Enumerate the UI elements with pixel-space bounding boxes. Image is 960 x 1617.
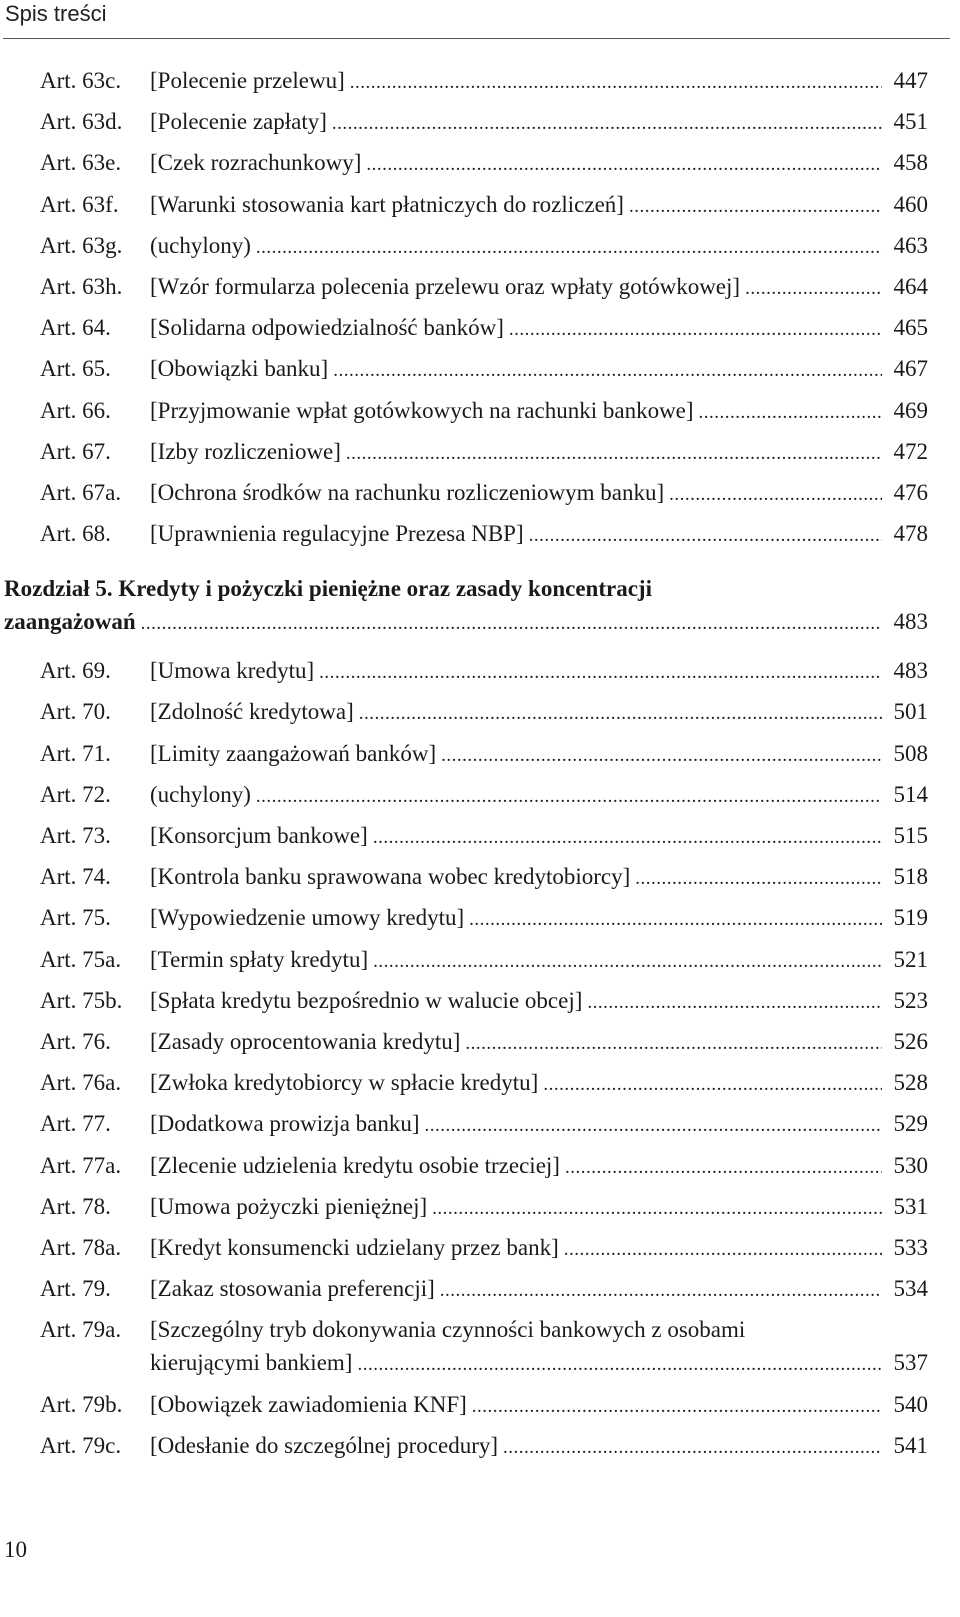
entry-page: 528 xyxy=(893,1070,928,1096)
toc-entry[interactable] xyxy=(0,1145,960,1186)
entry-title-line2-row xyxy=(150,1342,928,1385)
entry-number: Art. 70. xyxy=(40,699,111,725)
entry-number: Art. 76. xyxy=(40,1028,111,1054)
entry-page: 476 xyxy=(893,479,928,505)
entry-page: 533 xyxy=(893,1234,928,1260)
entry-line xyxy=(150,939,928,982)
entry-title: [Konsorcjum bankowe] xyxy=(150,823,368,848)
entry-number: Art. 64. xyxy=(40,315,111,341)
entry-page: 463 xyxy=(893,232,928,258)
entry-line xyxy=(150,1268,928,1311)
dot-leader xyxy=(745,266,882,309)
entry-page: 478 xyxy=(893,521,928,547)
entry-number: Art. 68. xyxy=(40,521,111,547)
dot-leader xyxy=(699,390,882,433)
entry-title: [Obowiązki banku] xyxy=(150,356,329,382)
dot-leader xyxy=(529,513,882,556)
toc-entry[interactable] xyxy=(0,939,960,980)
entry-page: 519 xyxy=(893,905,928,931)
entry-page: 469 xyxy=(893,397,928,423)
entry-title: [Wypowiedzenie umowy kredytu] xyxy=(150,905,465,931)
entry-number: Art. 75a. xyxy=(40,946,122,972)
toc-entry[interactable] xyxy=(0,1062,960,1103)
entry-title: [Umowa pożyczki pieniężnej] xyxy=(150,1193,428,1219)
entry-title: [Limity zaangażowań banków] xyxy=(150,740,437,766)
dot-leader xyxy=(359,691,882,734)
entry-page: 508 xyxy=(893,740,928,766)
toc-entry[interactable] xyxy=(0,225,960,266)
toc-entry[interactable] xyxy=(0,1227,960,1268)
dot-leader xyxy=(565,1145,882,1188)
entry-number: Art. 63d. xyxy=(40,109,123,135)
entry-page: 483 xyxy=(893,658,928,684)
entry-page: 467 xyxy=(893,356,928,382)
entry-line xyxy=(150,184,928,227)
entry-line xyxy=(150,856,928,899)
entry-page: 458 xyxy=(893,150,928,176)
dot-leader xyxy=(319,650,882,693)
entry-number: Art. 79a. xyxy=(40,1317,122,1343)
entry-title-line2: kierującymi bankiem] xyxy=(150,1350,353,1376)
dot-leader xyxy=(440,1268,882,1311)
entry-line xyxy=(150,691,928,734)
entry-line xyxy=(150,1145,928,1188)
entry-number: Art. 72. xyxy=(40,781,111,807)
toc-entry[interactable] xyxy=(0,650,960,691)
entry-title: (uchylony) xyxy=(150,232,251,258)
entry-number: Art. 63f. xyxy=(40,191,119,217)
chapter-page: 483 xyxy=(893,609,928,635)
toc-entry[interactable] xyxy=(0,1186,960,1227)
dot-leader xyxy=(509,307,882,350)
running-header-title: Spis treści xyxy=(5,1,107,26)
dot-leader xyxy=(346,431,882,474)
entry-title: [Zakaz stosowania preferencji] xyxy=(150,1276,435,1302)
toc-entry[interactable] xyxy=(0,348,960,389)
dot-leader xyxy=(425,1103,882,1146)
entry-line xyxy=(150,1186,928,1229)
entry-line xyxy=(150,225,928,268)
entry-page: 514 xyxy=(893,781,928,807)
running-header xyxy=(3,0,950,39)
entry-line xyxy=(150,513,928,556)
toc-entry[interactable] xyxy=(0,691,960,732)
toc-entry[interactable] xyxy=(0,60,960,101)
toc-entry[interactable] xyxy=(0,1384,960,1425)
dot-leader xyxy=(373,939,882,982)
entry-number: Art. 74. xyxy=(40,864,111,890)
toc-entry[interactable] xyxy=(0,307,960,348)
toc-entry[interactable] xyxy=(0,472,960,513)
entry-line xyxy=(150,1103,928,1146)
chapter-title-line2: zaangażowań xyxy=(4,609,136,635)
entry-title: [Zasady oprocentowania kredytu] xyxy=(150,1028,461,1054)
entry-page: 460 xyxy=(893,191,928,217)
entry-title: [Umowa kredytu] xyxy=(150,658,315,684)
entry-title: [Spłata kredytu bezpośrednio w walucie obcej] xyxy=(150,987,583,1013)
toc-entry[interactable] xyxy=(0,1021,960,1062)
entry-line xyxy=(150,431,928,474)
entry-number: Art. 71. xyxy=(40,740,111,766)
entry-page: 447 xyxy=(893,68,928,93)
dot-leader xyxy=(635,856,882,899)
dot-leader xyxy=(141,601,882,644)
entry-page: 518 xyxy=(893,864,928,890)
entry-line xyxy=(150,1425,928,1468)
entry-line xyxy=(150,774,928,817)
dot-leader xyxy=(543,1062,882,1105)
entry-title: [Kredyt konsumencki udzielany przez bank] xyxy=(150,1234,559,1260)
toc-entry[interactable] xyxy=(0,897,960,938)
dot-leader xyxy=(373,815,882,858)
entry-line xyxy=(150,266,928,309)
entry-number: Art. 63e. xyxy=(40,150,122,176)
dot-leader xyxy=(469,897,882,940)
entry-line xyxy=(150,980,928,1023)
entry-number: Art. 75b. xyxy=(40,987,123,1013)
entry-number: Art. 63c. xyxy=(40,68,122,93)
entry-line xyxy=(150,101,928,144)
entry-line xyxy=(150,472,928,515)
toc-entry[interactable] xyxy=(0,142,960,183)
dot-leader xyxy=(465,1021,882,1064)
dot-leader xyxy=(503,1425,882,1468)
toc-entry[interactable] xyxy=(0,815,960,856)
toc-entry-art-79a[interactable] xyxy=(0,1309,960,1384)
entry-title: [Uprawnienia regulacyjne Prezesa NBP] xyxy=(150,521,524,547)
toc-group-c xyxy=(0,1384,960,1466)
dot-leader xyxy=(669,472,882,515)
toc-entry[interactable] xyxy=(0,1103,960,1144)
entry-page: 529 xyxy=(893,1111,928,1137)
entry-title: [Przyjmowanie wpłat gotówkowych na rachunki bankowe] xyxy=(150,397,694,423)
chapter-title-line2-row xyxy=(4,601,928,644)
entry-page: 534 xyxy=(893,1276,928,1302)
entry-number: Art. 65. xyxy=(40,356,111,382)
entry-title: [Dodatkowa prowizja banku] xyxy=(150,1111,420,1137)
dot-leader xyxy=(441,733,882,776)
entry-number: Art. 63h. xyxy=(40,273,123,299)
entry-number: Art. 69. xyxy=(40,658,111,684)
dot-leader xyxy=(432,1186,882,1229)
toc-group-a xyxy=(0,60,960,554)
entry-page: 523 xyxy=(893,987,928,1013)
dot-leader xyxy=(564,1227,882,1270)
entry-title: [Ochrona środków na rachunku rozliczeniowym banku] xyxy=(150,479,665,505)
dot-leader xyxy=(256,225,882,268)
entry-number: Art. 67a. xyxy=(40,479,122,505)
entry-title: (uchylony) xyxy=(150,781,251,807)
entry-line xyxy=(150,142,928,185)
entry-title: [Obowiązek zawiadomienia KNF] xyxy=(150,1392,467,1418)
entry-page: 515 xyxy=(893,823,928,848)
entry-page: 464 xyxy=(893,273,928,299)
entry-page: 530 xyxy=(893,1152,928,1178)
entry-number: Art. 77. xyxy=(40,1111,111,1137)
entry-page: 501 xyxy=(893,699,928,725)
entry-title: [Zdolność kredytowa] xyxy=(150,699,354,725)
dot-leader xyxy=(333,348,882,391)
entry-title-line1: [Szczególny tryb dokonywania czynności bankowych z osobami xyxy=(150,1317,746,1343)
toc-entry[interactable] xyxy=(0,1425,960,1466)
entry-page: 472 xyxy=(893,438,928,464)
page-number: 10 xyxy=(4,1537,27,1562)
dot-leader xyxy=(256,774,882,817)
toc-entry[interactable] xyxy=(0,101,960,142)
toc-group-b xyxy=(0,650,960,1309)
entry-line xyxy=(150,348,928,391)
toc-entry[interactable] xyxy=(0,266,960,307)
toc-entry[interactable] xyxy=(0,856,960,897)
entry-title: [Solidarna odpowiedzialność banków] xyxy=(150,315,504,341)
dot-leader xyxy=(587,980,882,1023)
entry-line xyxy=(150,815,928,858)
dot-leader xyxy=(366,142,882,185)
toc-entry[interactable] xyxy=(0,1268,960,1309)
entry-title: [Polecenie zapłaty] xyxy=(150,109,327,135)
entry-page: 451 xyxy=(893,109,928,135)
dot-leader xyxy=(350,60,882,103)
entry-number: Art. 63g. xyxy=(40,232,123,258)
dot-leader xyxy=(357,1342,882,1385)
entry-title: [Wzór formularza polecenia przelewu oraz wpłaty gotówkowej] xyxy=(150,273,741,299)
entry-number: Art. 75. xyxy=(40,905,111,931)
entry-line xyxy=(150,733,928,776)
dot-leader xyxy=(332,101,882,144)
entry-page: 465 xyxy=(893,315,928,341)
entry-number: Art. 73. xyxy=(40,823,111,848)
entry-line xyxy=(150,307,928,350)
entry-page: 537 xyxy=(893,1350,928,1376)
toc-entry[interactable] xyxy=(0,184,960,225)
dot-leader xyxy=(472,1384,882,1427)
toc-entry[interactable] xyxy=(0,431,960,472)
toc-entry[interactable] xyxy=(0,774,960,815)
table-of-contents xyxy=(0,60,960,1467)
entry-page: 526 xyxy=(893,1028,928,1054)
entry-number: Art. 79c. xyxy=(40,1433,122,1459)
dot-leader xyxy=(629,184,882,227)
entry-line xyxy=(150,650,928,693)
entry-title: [Czek rozrachunkowy] xyxy=(150,150,362,176)
entry-number: Art. 76a. xyxy=(40,1070,122,1096)
entry-title: [Polecenie przelewu] xyxy=(150,68,345,93)
entry-title: [Zlecenie udzielenia kredytu osobie trzeciej] xyxy=(150,1152,560,1178)
entry-title: [Izby rozliczeniowe] xyxy=(150,438,341,464)
toc-entry[interactable] xyxy=(0,733,960,774)
entry-line xyxy=(150,1384,928,1427)
entry-number: Art. 79b. xyxy=(40,1392,123,1418)
entry-number: Art. 67. xyxy=(40,438,111,464)
entry-number: Art. 66. xyxy=(40,397,111,423)
entry-page: 541 xyxy=(893,1433,928,1459)
entry-line xyxy=(150,1227,928,1270)
entry-number: Art. 78a. xyxy=(40,1234,122,1260)
toc-entry[interactable] xyxy=(0,980,960,1021)
entry-title: [Kontrola banku sprawowana wobec kredytobiorcy] xyxy=(150,864,631,890)
toc-chapter-5[interactable] xyxy=(0,568,960,650)
entry-title: [Odesłanie do szczególnej procedury] xyxy=(150,1433,499,1459)
entry-number: Art. 77a. xyxy=(40,1152,122,1178)
entry-page: 540 xyxy=(893,1392,928,1418)
entry-line xyxy=(150,60,928,103)
toc-entry[interactable] xyxy=(0,513,960,554)
entry-page: 521 xyxy=(893,946,928,972)
entry-number: Art. 78. xyxy=(40,1193,111,1219)
chapter-title-line1: Rozdział 5. Kredyty i pożyczki pieniężne oraz zasady koncentracji xyxy=(4,576,652,602)
entry-title: [Termin spłaty kredytu] xyxy=(150,946,369,972)
entry-line xyxy=(150,1062,928,1105)
entry-title: [Zwłoka kredytobiorcy w spłacie kredytu] xyxy=(150,1070,539,1096)
entry-line xyxy=(150,1021,928,1064)
entry-number: Art. 79. xyxy=(40,1276,111,1302)
entry-line xyxy=(150,390,928,433)
toc-entry[interactable] xyxy=(0,390,960,431)
entry-page: 531 xyxy=(893,1193,928,1219)
entry-line xyxy=(150,897,928,940)
entry-title: [Warunki stosowania kart płatniczych do rozliczeń] xyxy=(150,191,624,217)
